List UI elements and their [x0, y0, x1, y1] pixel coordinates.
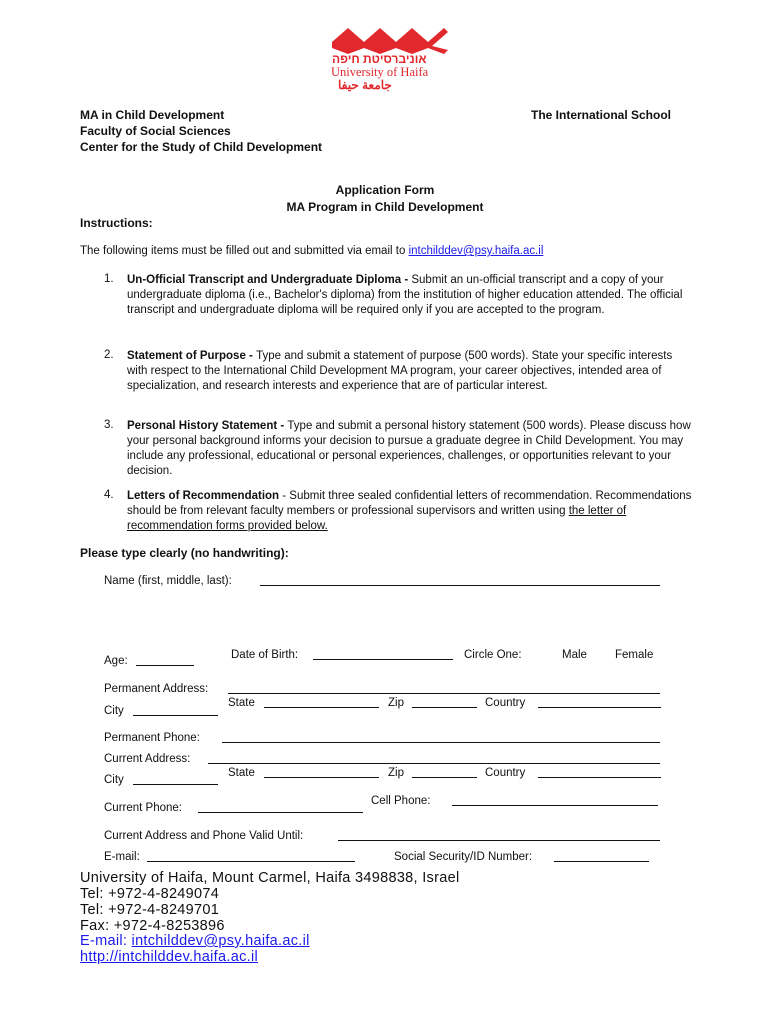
permanent-phone-label: Permanent Phone: — [104, 732, 200, 744]
item-title: Un-Official Transcript and Undergraduate Diploma - — [127, 274, 412, 286]
current-address-label: Current Address: — [104, 753, 191, 765]
item-body: Submit an un-official transcript and a copy of your undergraduate diploma (i.e., Bachelor's diploma) from the institution of higher education attended. The official transcript and undergraduate diploma will be required only if you are accepted to the program. — [127, 274, 683, 316]
footer-email-label: E-mail: — [80, 933, 132, 949]
circle-one-label: Circle One: — [464, 649, 522, 661]
valid-until-label: Current Address and Phone Valid Until: — [104, 830, 304, 842]
item-body: Type and submit a personal history statement (500 words). Please discuss how your personal background informs your decision to pursue a graduate degree in Child Development. You may include any professional, educational or personal experiences, challenges, or opportunities relevant to your decision. — [127, 420, 691, 477]
permanent-country-label: Country — [485, 697, 526, 709]
header-school: The International School — [531, 108, 672, 122]
valid-until-field[interactable] — [338, 829, 660, 841]
item-title: Letters of Recommendation — [127, 490, 280, 502]
item-body: Type and submit a statement of purpose (500 words). State your specific interests with respect to the International Child Development MA program, your career objectives, intended area of specialization, and research interests and experience that are of particular interest. — [127, 350, 673, 392]
permanent-city-field[interactable] — [133, 704, 218, 716]
current-state-field[interactable] — [264, 766, 379, 778]
permanent-phone-field[interactable] — [222, 731, 660, 743]
footer-email — [80, 933, 310, 949]
item-text — [127, 349, 693, 394]
item-number: 4. — [104, 489, 114, 501]
instructions-intro-text: The following items must be filled out and submitted via email to — [80, 245, 409, 257]
footer-website-link[interactable]: http://intchilddev.haifa.ac.il — [80, 949, 258, 965]
item-title: Personal History Statement - — [127, 420, 288, 432]
footer-email-link[interactable]: intchilddev@psy.haifa.ac.il — [131, 933, 310, 949]
permanent-country-field[interactable] — [538, 696, 661, 708]
current-city-label: City — [104, 774, 124, 786]
recommendation-forms-link[interactable]: the letter of recommendation forms provided below. — [127, 505, 627, 532]
form-heading: Please type clearly (no handwriting): — [80, 546, 289, 560]
current-phone-label: Current Phone: — [104, 802, 182, 814]
footer-fax: Fax: +972-4-8253896 — [80, 918, 225, 934]
age-field[interactable] — [136, 654, 194, 666]
current-phone-field[interactable] — [198, 801, 363, 813]
current-address-field[interactable] — [208, 752, 660, 764]
current-state-label: State — [228, 767, 255, 779]
cell-phone-label: Cell Phone: — [371, 795, 431, 807]
current-country-field[interactable] — [538, 766, 661, 778]
item-body: - Submit three sealed confidential letters of recommendation. Recommendations should be from relevant faculty members or professional supervisors and written using — [127, 490, 692, 517]
instruction-item-1 — [104, 273, 694, 337]
dob-label: Date of Birth: — [231, 649, 299, 661]
item-number: 1. — [104, 273, 114, 285]
email-label: E-mail: — [104, 851, 140, 863]
instructions-email-link[interactable]: intchilddev@psy.haifa.ac.il — [408, 245, 544, 257]
item-title: Statement of Purpose - — [127, 350, 257, 362]
name-field[interactable] — [260, 574, 660, 586]
logo-arabic-text: جامعة حيفا — [338, 78, 392, 92]
item-number: 2. — [104, 349, 114, 361]
name-label: Name (first, middle, last): — [104, 575, 232, 587]
current-zip-label: Zip — [388, 767, 404, 779]
permanent-state-label: State — [228, 697, 255, 709]
footer-tel-1: Tel: +972-4-8249074 — [80, 886, 220, 902]
ssn-label: Social Security/ID Number: — [394, 851, 533, 863]
item-text — [127, 489, 693, 534]
instructions-heading: Instructions: — [80, 216, 153, 230]
footer-tel-2: Tel: +972-4-8249701 — [80, 902, 220, 918]
permanent-city-label: City — [104, 705, 124, 717]
item-text — [127, 419, 693, 479]
instruction-item-4 — [104, 489, 694, 535]
dob-field[interactable] — [313, 648, 453, 660]
item-number: 3. — [104, 419, 114, 431]
header-faculty: Faculty of Social Sciences — [80, 124, 231, 138]
form-title: Application Form — [335, 183, 435, 197]
current-country-label: Country — [485, 767, 526, 779]
gender-female-option[interactable]: Female — [615, 649, 654, 661]
instruction-item-2 — [104, 349, 694, 409]
item-text — [127, 273, 693, 318]
header-center: Center for the Study of Child Development — [80, 140, 323, 154]
permanent-state-field[interactable] — [264, 696, 379, 708]
instructions-intro — [80, 245, 543, 257]
instruction-item-3 — [104, 419, 694, 479]
current-zip-field[interactable] — [412, 766, 477, 778]
form-subtitle: MA Program in Child Development — [286, 200, 484, 214]
logo-hebrew-text: אוניברסיטת חיפה — [332, 52, 427, 66]
age-label: Age: — [104, 655, 128, 667]
permanent-address-label: Permanent Address: — [104, 683, 209, 695]
footer-address: University of Haifa, Mount Carmel, Haifa 3498838, Israel — [80, 870, 460, 886]
permanent-zip-label: Zip — [388, 697, 404, 709]
email-field[interactable] — [147, 850, 355, 862]
gender-male-option[interactable]: Male — [562, 649, 587, 661]
header-program: MA in Child Development — [80, 108, 225, 122]
logo-english-text: University of Haifa — [331, 65, 429, 79]
cell-phone-field[interactable] — [452, 794, 658, 806]
current-city-field[interactable] — [133, 773, 218, 785]
ssn-field[interactable] — [554, 850, 649, 862]
permanent-address-field[interactable] — [228, 682, 660, 694]
permanent-zip-field[interactable] — [412, 696, 477, 708]
